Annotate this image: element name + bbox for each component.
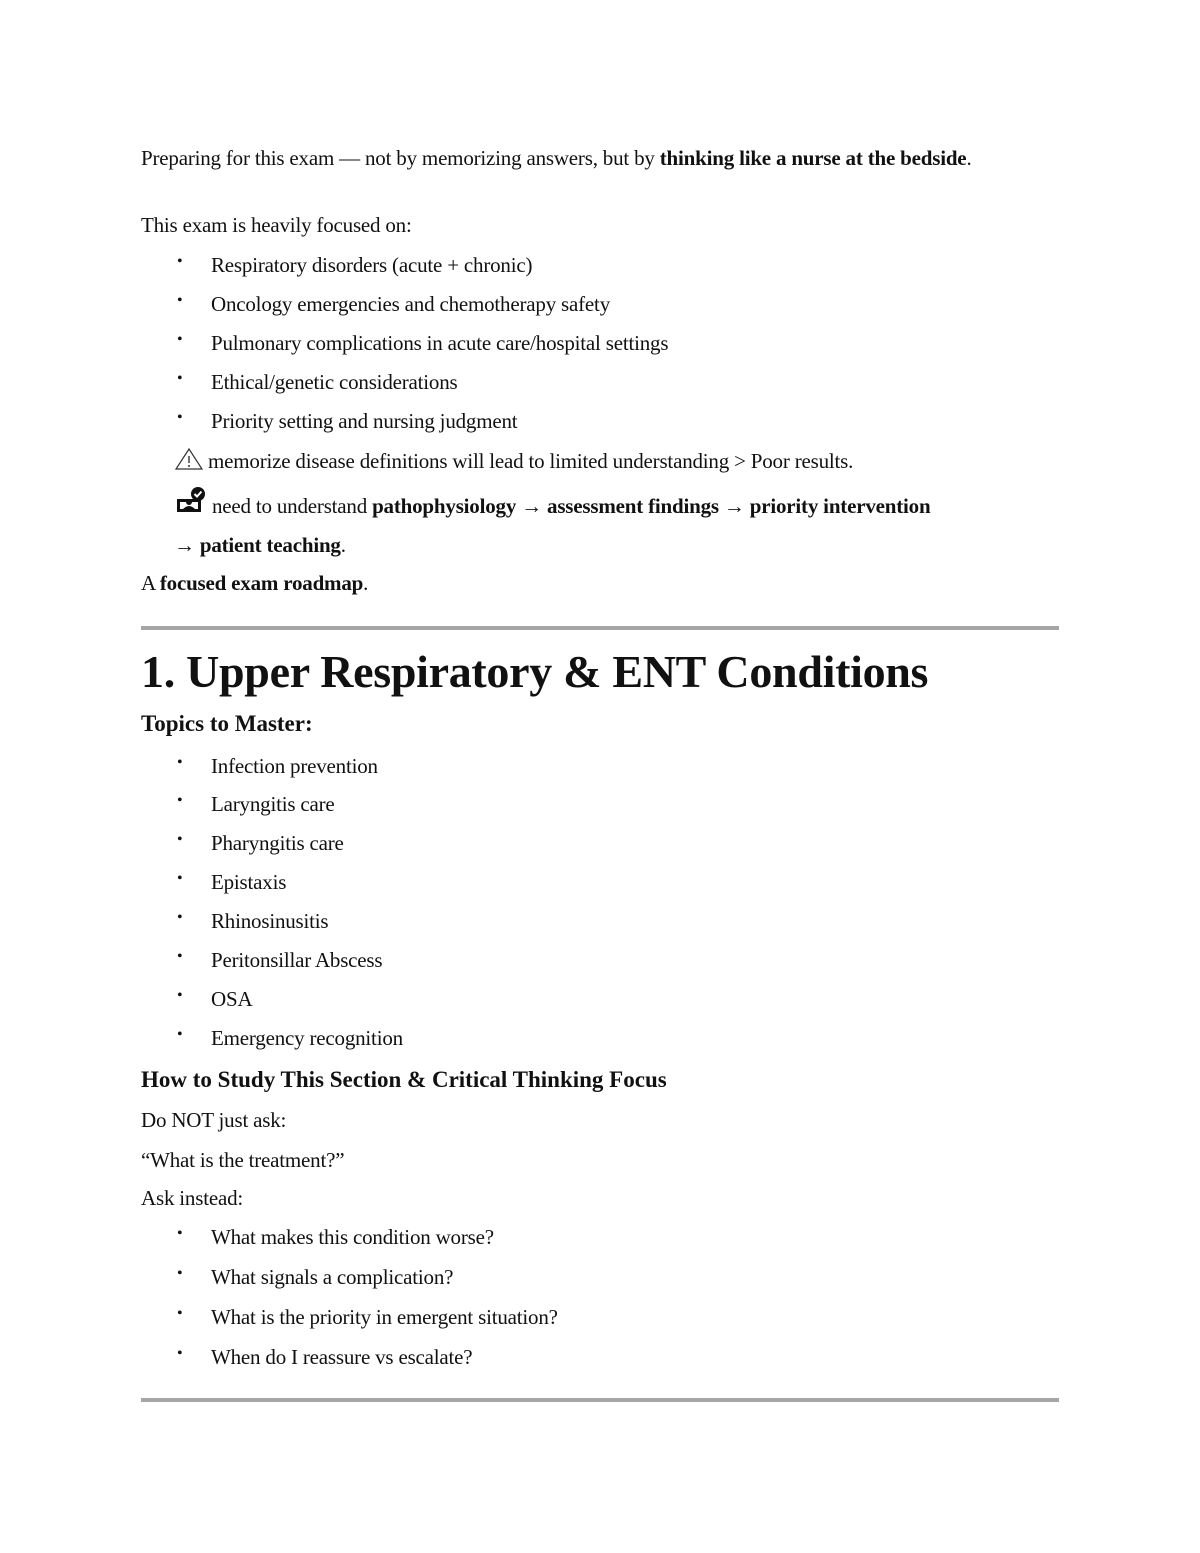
- roadmap-bold-text: focused exam roadmap: [159, 571, 364, 595]
- study-heading: How to Study This Section & Critical Thinking Focus: [141, 1067, 667, 1092]
- warning-icon: [174, 447, 204, 478]
- list-item-text: Emergency recognition: [211, 1026, 403, 1050]
- list-item: [141, 907, 1041, 935]
- list-item: [141, 829, 1041, 857]
- list-item: [141, 407, 1041, 435]
- list-item-text: Laryngitis care: [211, 792, 335, 816]
- topics-list: [141, 752, 1041, 1052]
- divider: [141, 626, 1059, 630]
- list-item-text: OSA: [211, 987, 253, 1011]
- do-not-text: Do NOT just ask:: [141, 1108, 287, 1132]
- list-item-text: What is the priority in emergent situation?: [211, 1305, 558, 1329]
- intro-bold-text: thinking like a nurse at the bedside: [659, 146, 967, 170]
- bullet-icon: •: [177, 1305, 183, 1322]
- list-item: [141, 368, 1041, 396]
- bullet-icon: •: [177, 331, 183, 348]
- list-item: [141, 1223, 1041, 1251]
- list-item: [141, 1263, 1041, 1291]
- topics-heading: Topics to Master:: [141, 711, 313, 736]
- list-item: [141, 251, 1041, 279]
- understand-text: need to understand: [212, 494, 373, 518]
- list-item: [141, 290, 1041, 318]
- list-item: [141, 329, 1041, 357]
- roadmap-line: [141, 569, 368, 597]
- understand-period: .: [340, 533, 346, 557]
- bullet-icon: •: [177, 409, 183, 426]
- list-item: [141, 1343, 1041, 1371]
- list-item: [141, 946, 1041, 974]
- bullet-icon: •: [177, 909, 183, 926]
- nurse-check-icon: [174, 486, 208, 526]
- list-item: [141, 868, 1041, 896]
- list-item-text: Priority setting and nursing judgment: [211, 409, 518, 433]
- bullet-icon: •: [177, 253, 183, 270]
- intro-period: .: [966, 146, 972, 170]
- divider: [141, 1398, 1059, 1402]
- list-item-text: What signals a complication?: [211, 1265, 454, 1289]
- list-item-text: When do I reassure vs escalate?: [211, 1345, 473, 1369]
- list-item-text: Peritonsillar Abscess: [211, 948, 383, 972]
- bullet-icon: •: [177, 831, 183, 848]
- list-item: [141, 1303, 1041, 1331]
- quote-text: “What is the treatment?”: [141, 1148, 345, 1172]
- roadmap-text: A: [141, 571, 160, 595]
- list-item-text: Pulmonary complications in acute care/hospital settings: [211, 331, 669, 355]
- bullet-icon: •: [177, 1026, 183, 1043]
- list-item: [141, 985, 1041, 1013]
- bullet-icon: •: [177, 1225, 183, 1242]
- bullet-icon: •: [177, 1265, 183, 1282]
- questions-list: [141, 1223, 1041, 1371]
- list-item: [141, 790, 1041, 818]
- understand-line-2: [174, 531, 346, 559]
- intro-text: Preparing for this exam — not by memorizing answers, but by: [141, 146, 660, 170]
- list-item-text: Epistaxis: [211, 870, 287, 894]
- warning-text: memorize disease definitions will lead to limited understanding > Poor results.: [208, 449, 854, 473]
- intro-paragraph: [141, 144, 1041, 172]
- list-item-text: Rhinosinusitis: [211, 909, 329, 933]
- list-item-text: Pharyngitis care: [211, 831, 344, 855]
- understand-line-1: [174, 486, 1054, 526]
- section-title: 1. Upper Respiratory & ENT Conditions: [141, 646, 929, 697]
- understand-block: [174, 486, 1054, 526]
- list-item-text: Respiratory disorders (acute + chronic): [211, 253, 533, 277]
- bullet-icon: •: [177, 754, 183, 771]
- bullet-icon: •: [177, 948, 183, 965]
- roadmap-period: .: [363, 571, 369, 595]
- focus-lead: This exam is heavily focused on:: [141, 213, 412, 237]
- warning-line: [174, 447, 1054, 478]
- ask-instead-text: Ask instead:: [141, 1186, 244, 1210]
- list-item-text: Oncology emergencies and chemotherapy safety: [211, 292, 610, 316]
- bullet-icon: •: [177, 792, 183, 809]
- list-item-text: Infection prevention: [211, 754, 378, 778]
- bullet-icon: •: [177, 370, 183, 387]
- bullet-icon: •: [177, 1345, 183, 1362]
- understand-bold-text: pathophysiology → assessment findings → priority intervention: [372, 494, 931, 518]
- bullet-icon: •: [177, 870, 183, 887]
- focus-list: [141, 251, 1041, 435]
- bullet-icon: •: [177, 987, 183, 1004]
- understand-bold-continuation: → patient teaching: [174, 533, 341, 557]
- list-item: [141, 752, 1041, 780]
- list-item-text: Ethical/genetic considerations: [211, 370, 458, 394]
- bullet-icon: •: [177, 292, 183, 309]
- list-item: [141, 1024, 1041, 1052]
- list-item-text: What makes this condition worse?: [211, 1225, 494, 1249]
